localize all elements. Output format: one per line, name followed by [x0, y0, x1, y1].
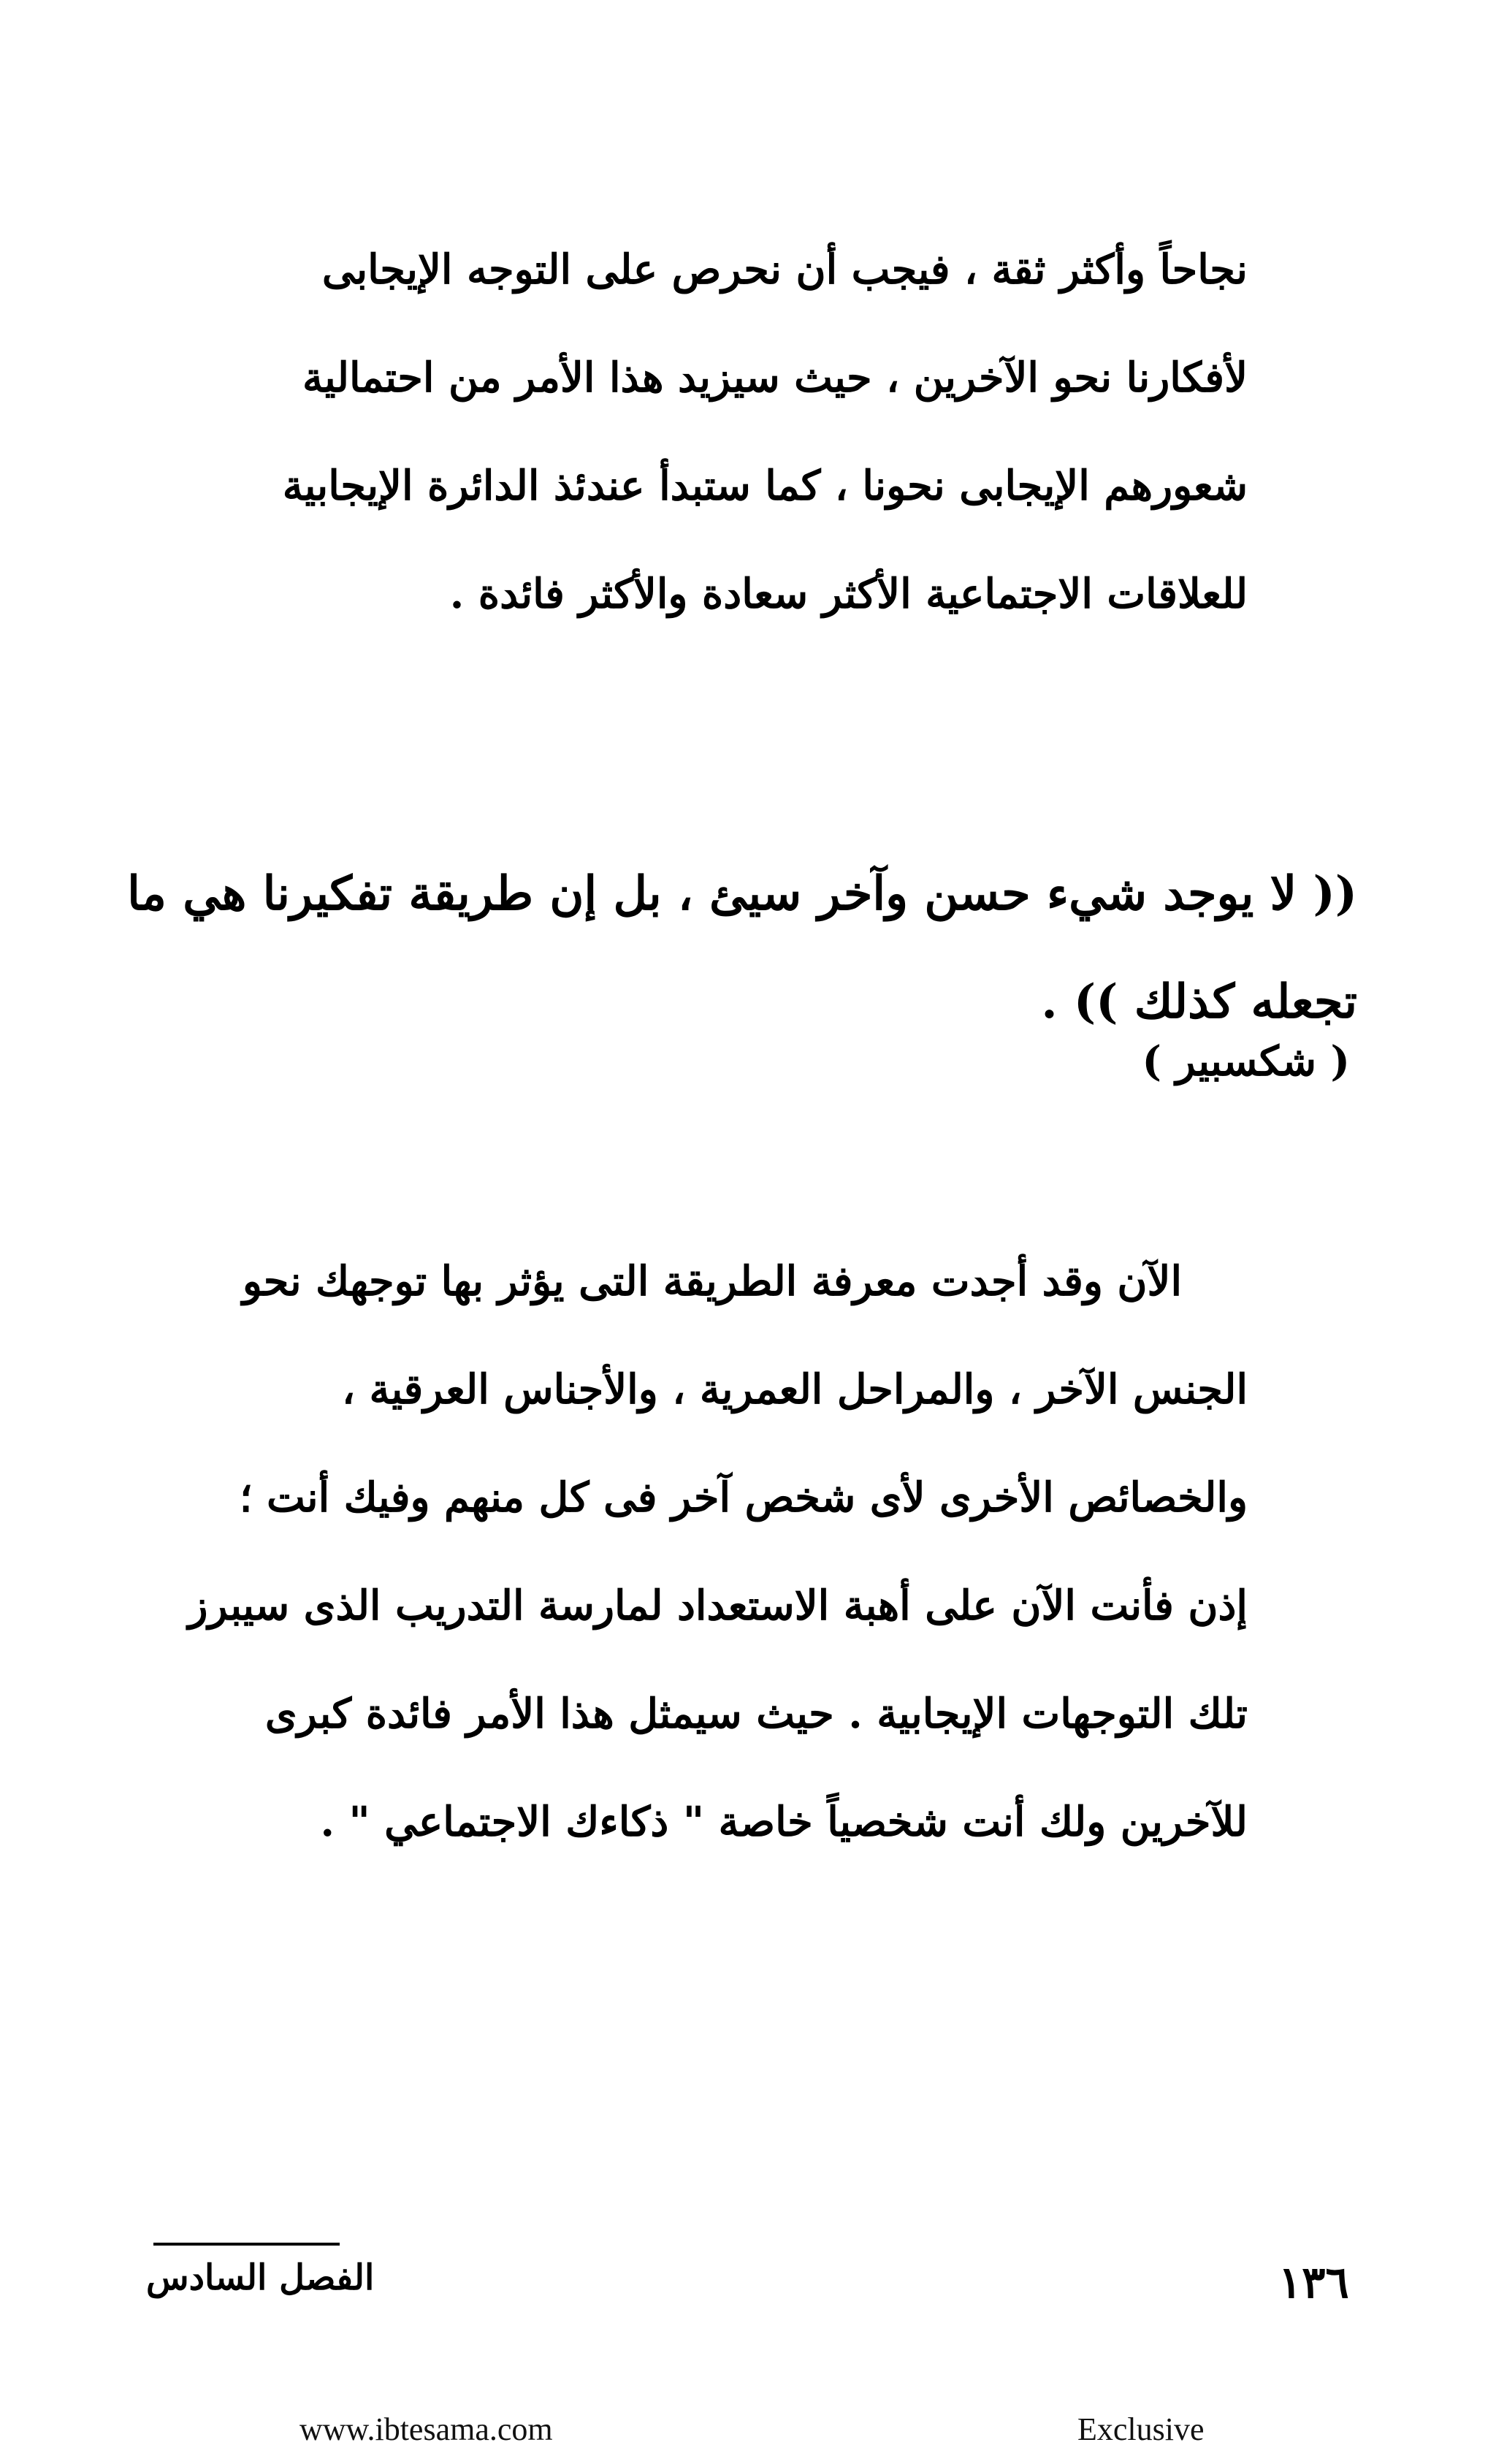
text-line: لأفكارنا نحو الآخرين ، حيث سيزيد هذا الأمر من احتمالية: [302, 354, 1248, 402]
text-line: تلك التوجهات الإيجابية . حيث سيمثل هذا الأمر فائدة كبرى: [264, 1690, 1248, 1738]
chapter-label: الفصل السادس: [146, 2257, 375, 2298]
text-line: نجاحاً وأكثر ثقة ، فيجب أن نحرص على التوجه الإيجابى: [321, 245, 1248, 294]
paragraph-1: [130, 215, 1248, 648]
text-line: شعورهم الإيجابى نحونا ، كما ستبدأ عندئذ الدائرة الإيجابية: [282, 462, 1248, 510]
text-line: الآن وقد أجدت معرفة الطريقة التى يؤثر بها توجهك نحو: [242, 1257, 1182, 1305]
text-line: للآخرين ولك أنت شخصياً خاصة " ذكاءك الاجتماعي " .: [320, 1798, 1248, 1846]
footer-tag: Exclusive: [1077, 2411, 1205, 2447]
quote-line: تجعله كذلك )) .: [1041, 974, 1357, 1029]
quote-line: (( لا يوجد شيء حسن وآخر سيئ ، بل إن طريقة تفكيرنا هي ما: [127, 866, 1357, 921]
footer-url: www.ibtesama.com: [299, 2411, 553, 2447]
text-line: للعلاقات الاجتماعية الأكثر سعادة والأكثر فائدة .: [449, 570, 1248, 618]
text-line: الجنس الآخر ، والمراحل العمرية ، والأجناس العرقية ،: [341, 1365, 1248, 1414]
text-line: والخصائص الأخرى لأى شخص آخر فى كل منهم وفيك أنت ؛: [239, 1473, 1248, 1522]
quote-block: [127, 840, 1357, 1056]
text-line: إذن فأنت الآن على أهبة الاستعداد لمارسة التدريب الذى سيبرز: [188, 1582, 1248, 1630]
quote-author: ( شكسبير ): [1142, 1037, 1350, 1086]
page-number: ١٣٦: [1278, 2257, 1349, 2308]
footer-rule: [153, 2243, 340, 2246]
paragraph-2: [130, 1227, 1248, 1876]
